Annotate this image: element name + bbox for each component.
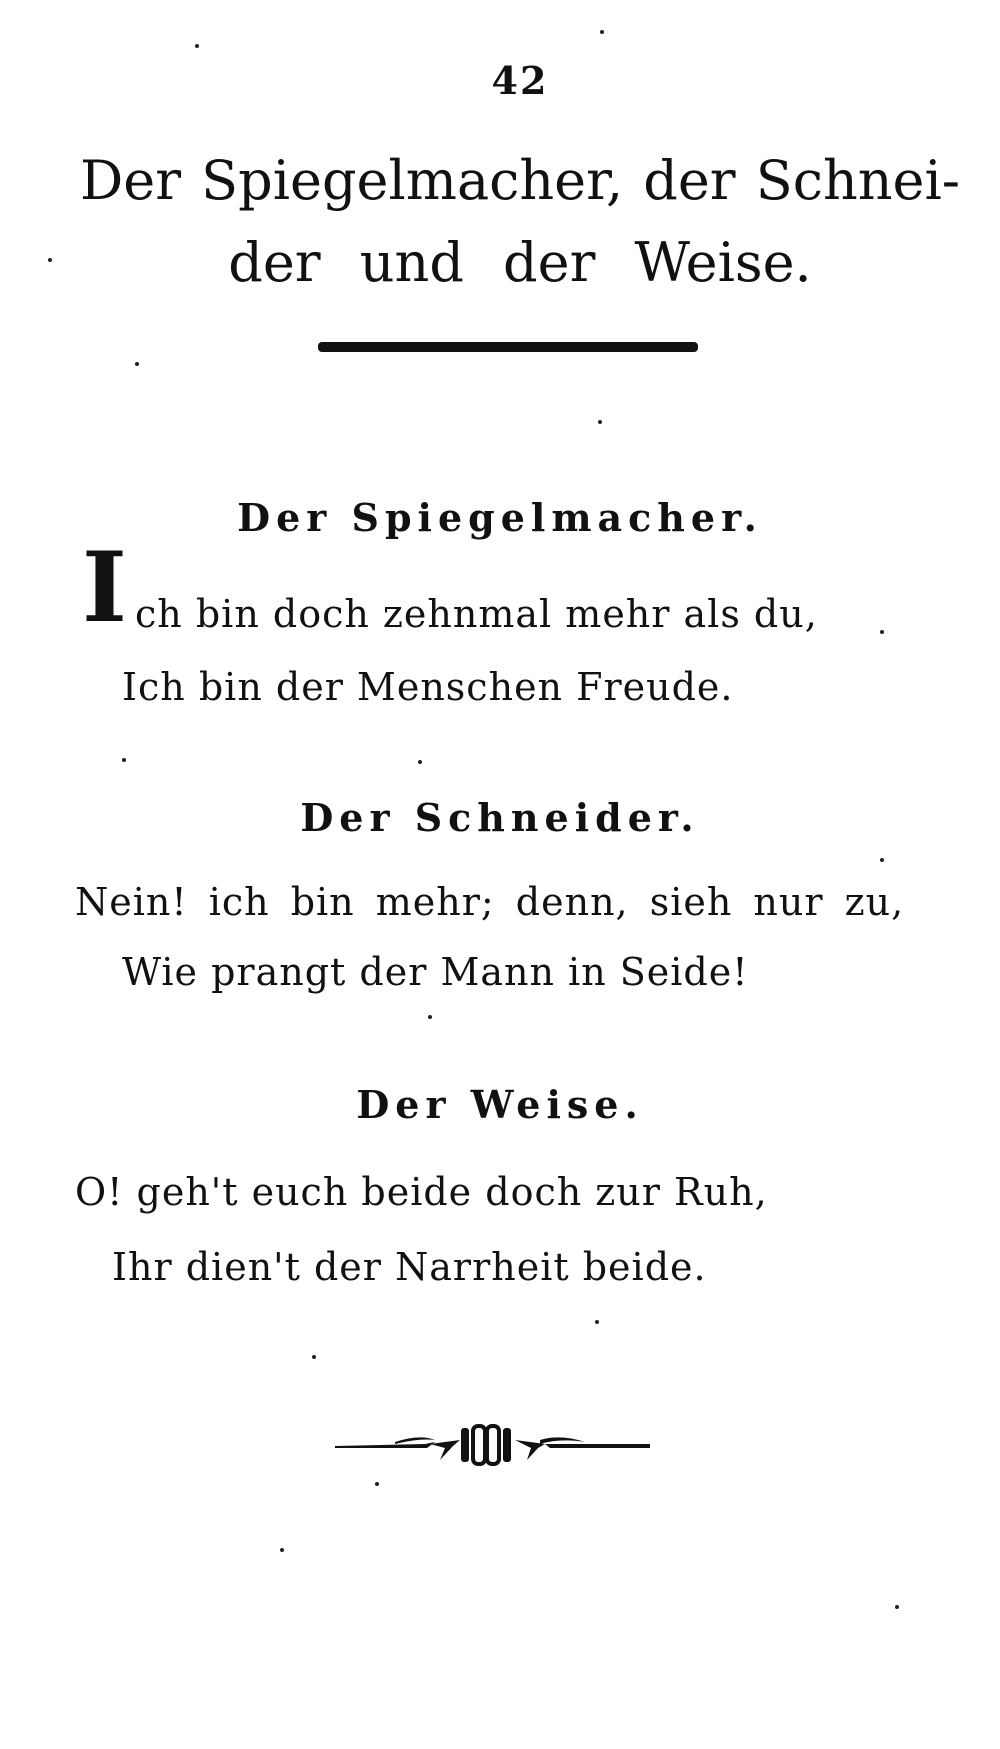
title-line-1: Der Spiegelmacher, der Schnei- [80,149,960,212]
verse-line: ch bin doch zehnmal mehr als du, [135,592,818,636]
poem-title [80,140,960,304]
verse-line: Ich bin der Menschen Freude. [122,665,734,709]
print-speck [595,1320,599,1324]
print-speck [428,1015,432,1019]
speaker-heading-weise: Der Weise. [356,1082,644,1127]
print-speck [48,258,52,262]
print-speck [195,44,199,48]
speaker-heading-spiegelmacher: Der Spiegelmacher. [237,495,763,540]
title-line-2: der und der Weise. [228,231,812,294]
verse-line: Nein! ich bin mehr; denn, sieh nur zu, [75,880,905,924]
print-speck [122,758,126,762]
title-rule [318,342,698,352]
print-speck [600,30,604,34]
print-speck [880,858,884,862]
verse-line: O! geh't euch beide doch zur Ruh, [75,1170,768,1214]
drop-cap: I [82,531,127,644]
print-speck [880,630,884,634]
print-speck [375,1482,379,1486]
print-speck [598,420,602,424]
print-speck [280,1548,284,1552]
verse-line: Wie prangt der Mann in Seide! [122,950,749,994]
print-speck [418,760,422,764]
verse-line: Ihr dien't der Narrheit beide. [112,1245,707,1289]
print-speck [312,1355,316,1359]
ornamental-tailpiece-icon [335,1420,650,1470]
page-number: 42 [491,58,549,103]
print-speck [135,362,139,366]
speaker-heading-schneider: Der Schneider. [300,795,700,840]
print-speck [895,1605,899,1609]
